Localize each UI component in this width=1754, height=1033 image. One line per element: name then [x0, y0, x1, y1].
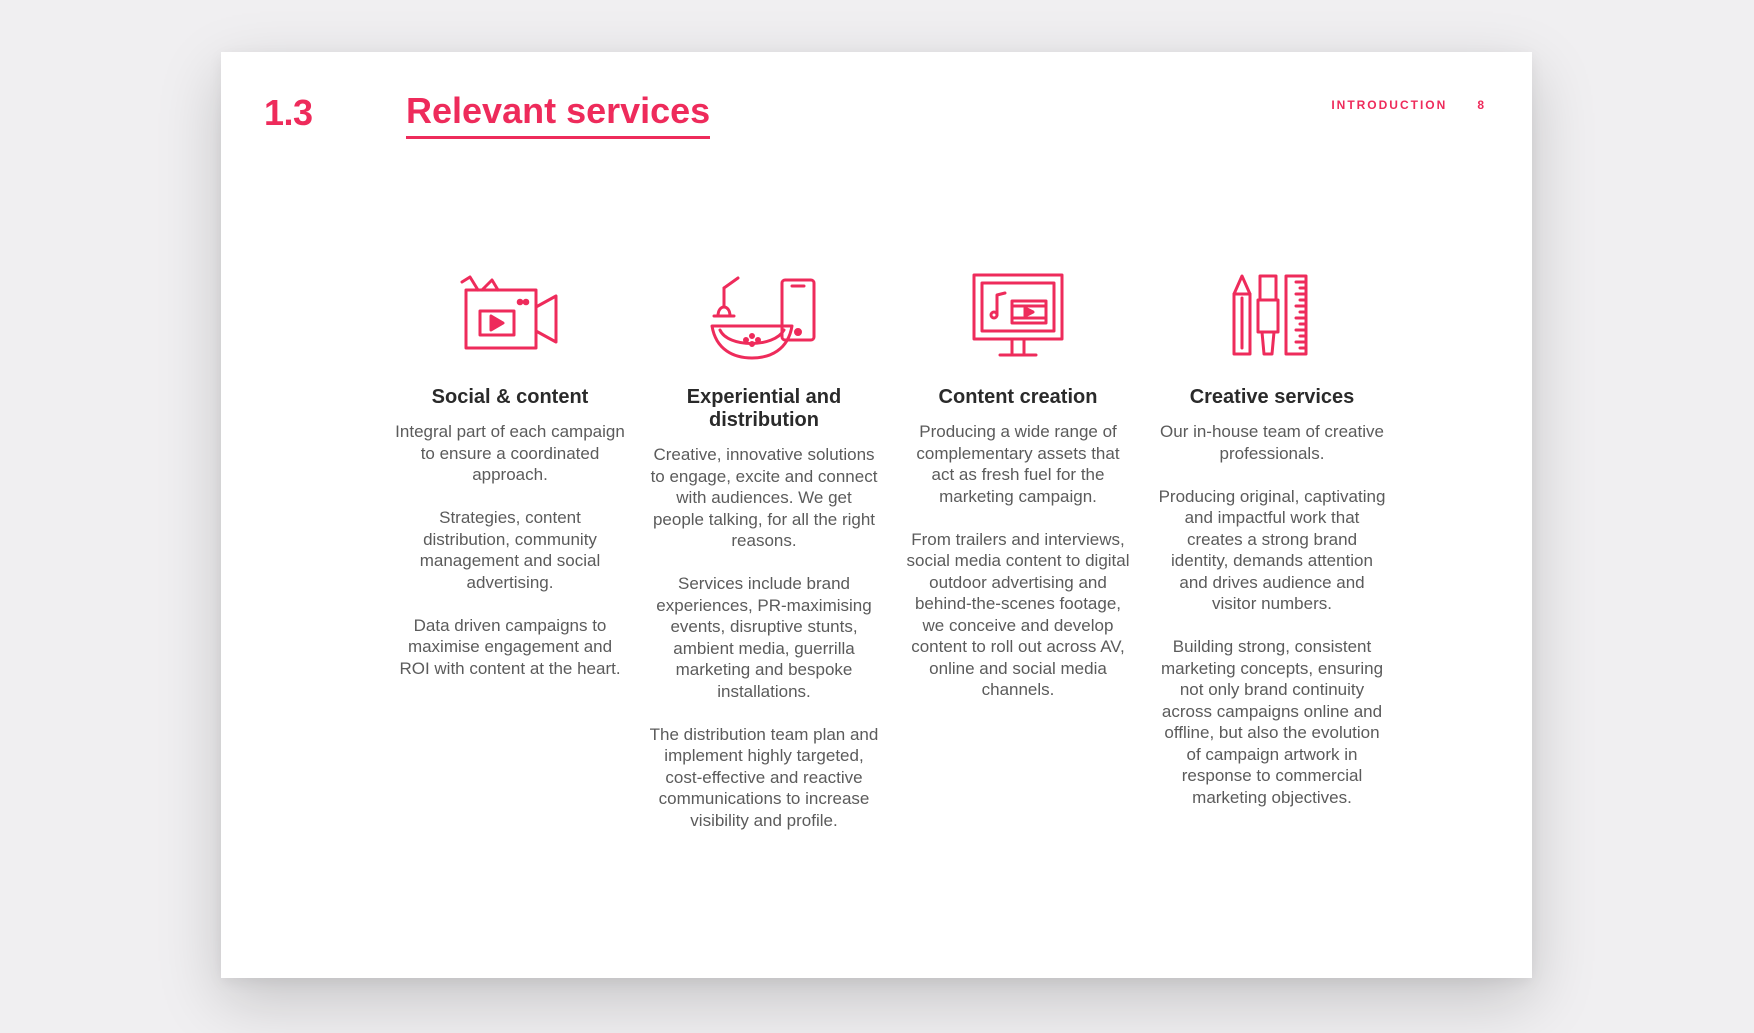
- service-title: Creative services: [1189, 386, 1355, 408]
- service-content-creation: [891, 270, 1145, 831]
- service-paragraph: The distribution team plan and implement highly targeted, cost-effective and reactive communications to increase visibility and profile.: [649, 724, 879, 830]
- service-paragraph: Creative, innovative solutions to engage, excite and connect with audiences. We get people talking, for all the right reasons.: [650, 445, 878, 550]
- service-description: [1157, 421, 1387, 808]
- monitor-media-icon: [963, 270, 1073, 362]
- service-paragraph: Strategies, content distribution, community management and social advertising.: [419, 508, 601, 592]
- page-number: 8: [1477, 98, 1486, 112]
- service-paragraph: Integral part of each campaign to ensure a coordinated approach.: [395, 422, 625, 484]
- page: [221, 52, 1532, 978]
- service-title: Social & content: [431, 386, 589, 408]
- service-creative-services: [1145, 270, 1399, 831]
- service-paragraph: Services include brand experiences, PR-maximising events, disruptive stunts, ambient media, guerrilla marketing and bespoke installations.: [656, 574, 872, 701]
- service-description: [649, 444, 879, 831]
- service-paragraph: Producing a wide range of complementary assets that act as fresh fuel for the marketing campaign.: [916, 422, 1120, 506]
- running-head-label: INTRODUCTION: [1331, 98, 1448, 112]
- service-experiential-distribution: [637, 270, 891, 831]
- design-tools-icon: [1217, 270, 1327, 362]
- section-number: 1.3: [264, 92, 313, 133]
- running-head: [1331, 98, 1486, 112]
- page-title: Relevant services: [406, 90, 710, 139]
- services-grid: [383, 270, 1399, 831]
- service-paragraph: Producing original, captivating and impactful work that creates a strong brand identity, demands attention and drives audience and visitor numbers.: [1158, 486, 1386, 613]
- service-title: Content creation: [938, 386, 1098, 408]
- watermelon-phone-icon: [709, 270, 819, 362]
- service-paragraph: Data driven campaigns to maximise engagement and ROI with content at the heart.: [399, 615, 621, 678]
- service-description: [903, 421, 1133, 701]
- service-paragraph: Our in-house team of creative professionals.: [1160, 422, 1384, 463]
- video-camera-icon: [455, 270, 565, 362]
- service-paragraph: Building strong, consistent marketing concepts, ensuring not only brand continuity across campaigns online and offline, but also the evolution of campaign artwork in response to commercial marketing objectives.: [1160, 637, 1384, 807]
- service-description: [395, 421, 625, 679]
- service-paragraph: From trailers and interviews, social media content to digital outdoor advertising and behind-the-scenes footage, we conceive and develop content to roll out across AV, online and social media channels.: [906, 529, 1130, 699]
- service-title: Experiential and distribution: [686, 386, 842, 431]
- service-social-content: [383, 270, 637, 831]
